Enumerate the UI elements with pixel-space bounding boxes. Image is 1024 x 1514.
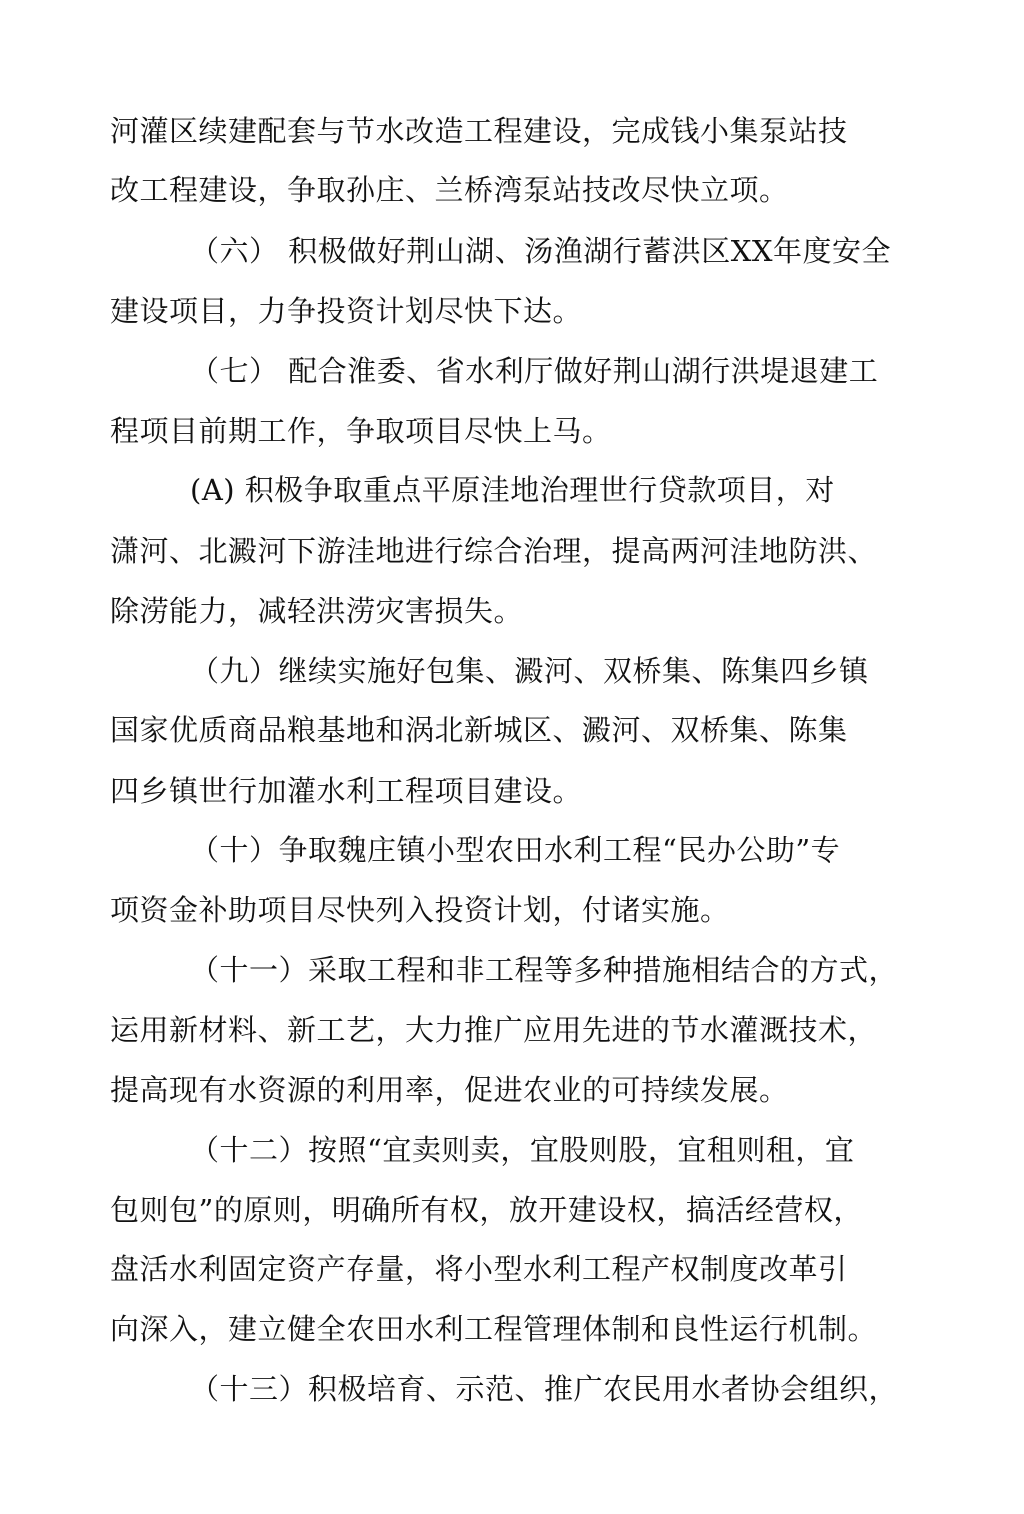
paragraph-12-start: （十二）按照“宜卖则卖，宜股则股，宜租则租，宜 bbox=[190, 1133, 855, 1167]
text-line: 包则包”的原则，明确所有权，放开建设权，搞活经营权， bbox=[110, 1193, 863, 1227]
text-line: 河灌区续建配套与节水改造工程建设，完成钱小集泵站技 bbox=[110, 114, 848, 148]
text-line: 四乡镇世行加灌水利工程项目建设。 bbox=[110, 774, 583, 808]
text-line: 除涝能力，减轻洪涝灾害损失。 bbox=[110, 594, 524, 628]
paragraph-9-start: （九）继续实施好包集、澱河、双桥集、陈集四乡镇 bbox=[190, 654, 869, 688]
paragraph-8-start: (A) 积极争取重点平原洼地治理世行贷款项目，对 bbox=[190, 473, 835, 507]
text-line: 程项目前期工作，争取项目尽快上马。 bbox=[110, 414, 612, 448]
text-line: 国家优质商品粮基地和涡北新城区、澱河、双桥集、陈集 bbox=[110, 713, 848, 747]
text-line: 潇河、北澱河下游洼地进行综合治理，提高两河洼地防洪、 bbox=[110, 534, 878, 568]
text-line: 运用新材料、新工艺，大力推广应用先进的节水灌溉技术， bbox=[110, 1013, 878, 1047]
paragraph-10-start: （十）争取魏庄镇小型农田水利工程“民办公助”专 bbox=[190, 833, 841, 867]
text-line: 提高现有水资源的利用率，促进农业的可持续发展。 bbox=[110, 1073, 789, 1107]
text-line: 建设项目，力争投资计划尽快下达。 bbox=[110, 294, 583, 328]
text-line: 项资金补助项目尽快列入投资计划，付诸实施。 bbox=[110, 893, 730, 927]
paragraph-6-start: （六） 积极做好荆山湖、汤渔湖行蓄洪区XX年度安全 bbox=[190, 234, 892, 268]
paragraph-7-start: （七） 配合淮委、省水利厅做好荆山湖行洪堤退建工 bbox=[190, 354, 879, 388]
text-line: 向深入，建立健全农田水利工程管理体制和良性运行机制。 bbox=[110, 1312, 878, 1346]
text-line: 改工程建设，争取孙庄、兰桥湾泵站技改尽快立项。 bbox=[110, 173, 789, 207]
paragraph-13-start: （十三）积极培育、示范、推广农民用水者协会组织， bbox=[190, 1372, 899, 1406]
text-line: 盘活水利固定资产存量，将小型水利工程产权制度改革引 bbox=[110, 1252, 848, 1286]
paragraph-11-start: （十一）采取工程和非工程等多种措施相结合的方式， bbox=[190, 953, 899, 987]
